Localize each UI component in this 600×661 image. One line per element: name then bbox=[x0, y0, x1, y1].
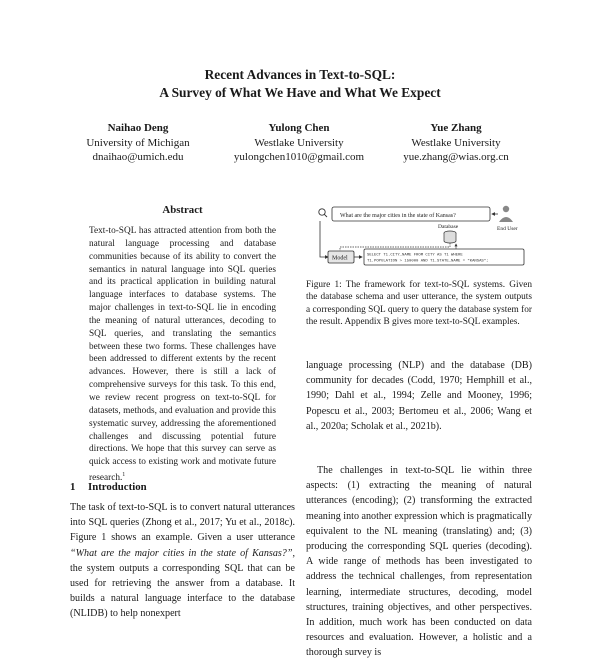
section-heading-introduction bbox=[70, 481, 147, 493]
user-icon bbox=[499, 206, 513, 222]
section-number: 1 bbox=[70, 481, 76, 493]
author-name: Yulong Chen bbox=[268, 122, 330, 134]
author-email: dnaihao@umich.edu bbox=[92, 151, 184, 163]
flow-line bbox=[320, 221, 328, 257]
author-email: yue.zhang@wias.org.cn bbox=[403, 151, 509, 163]
abstract-text: Text-to-SQL has attracted attention from both the natural language processing and database communities because of its ability to convert the semantics in natural language into SQL queries and its practical application in building natural language interfaces to database systems. The major challenges in text-to-SQL lie in encoding the meaning of natural utterances, decoding to SQL queries, and translating the semantics between these two forms. These challenges have been addressed to different extents by the recent advances. However, there is still a lack of comprehensive surveys for this task. To this end, we review recent progress on text-to-SQL for datasets, methods, and evaluation and provide this systematic survey, addressing the aforementioned challenges and discussing potential future directions. We hope that this survey can serve as quick access to existing work and motivate future research. bbox=[89, 226, 276, 484]
author-email: yulongchen1010@gmail.com bbox=[233, 151, 365, 163]
model-label: Model bbox=[332, 255, 348, 262]
author-affiliation: University of Michigan bbox=[86, 136, 190, 149]
title-line-1: Recent Advances in Text-to-SQL: bbox=[204, 67, 396, 82]
author-name: Yue Zhang bbox=[430, 122, 482, 134]
figure-1 bbox=[306, 200, 532, 272]
sql-line-2: T1.POPULATION > 150000 AND T1.STATE_NAME = "KANSAS"; bbox=[367, 259, 489, 264]
section-title: Introduction bbox=[88, 481, 147, 493]
author-3 bbox=[356, 121, 556, 165]
database-icon bbox=[444, 231, 456, 243]
abstract-body bbox=[89, 225, 276, 485]
example-question-quote: “What are the major cities in the state of Kansas?” bbox=[70, 547, 293, 559]
database-label: Database bbox=[438, 224, 459, 230]
abstract-heading: Abstract bbox=[162, 204, 203, 216]
intro-paragraph-right-1: language processing (NLP) and the database (DB) community for decades (Codd, 1970; Hemphill et al., 1990; Dahl et al., 1994; Zelle and Mooney, 1996; Popescu et al., 2003; Bertomeu et al., 2006; Wang et al., 2020a; Scholak et al., 2021b). bbox=[306, 360, 532, 432]
intro-text-a: The task of text-to-SQL is to convert natural utterances into SQL queries (Zhong et al., 2017; Yu et al., 2018c). Figure 1 shows an example. Given a user utterance bbox=[70, 502, 295, 544]
intro-paragraph-1 bbox=[70, 500, 295, 622]
intro-paragraph-right-2: The challenges in text-to-SQL lie within three aspects: (1) extracting the meaning of natural utterances (encoding); (2) transforming the extracted meaning into another expression which is pragmatically equivalent to the NL meaning (translating) and; (3) producing the corresponding SQL queries (decoding). A wide range of methods has been investigated to address the technical challenges, from representation learning, intermediate structures, decoding, model structures, training objectives, and other perspectives. In addition, much work has been conducted on data resources and evaluation. However, a holistic and a thorough survey is bbox=[306, 465, 532, 659]
author-affiliation: Westlake University bbox=[411, 136, 501, 149]
question-text: What are the major cities in the state of Kansas? bbox=[340, 213, 456, 219]
author-name: Naihao Deng bbox=[107, 122, 169, 134]
end-user-label: End User bbox=[497, 226, 518, 232]
author-affiliation: Westlake University bbox=[254, 136, 344, 149]
title-line-2: A Survey of What We Have and What We Expect bbox=[159, 85, 441, 100]
intro-text-b: , the system outputs a corresponding SQL that can be used for retrieving the answer from a database. It builds a natural language interface to the database (NLIDB) to help nonexpert bbox=[70, 547, 295, 620]
figure-caption: Figure 1: The framework for text-to-SQL systems. Given the database schema and user utterance, the system outputs a corresponding SQL query to query the database system for the result. Appendix B gives more text-to-SQL examples. bbox=[306, 280, 532, 328]
footnote-mark: 1 bbox=[122, 472, 126, 479]
paper-title bbox=[0, 66, 600, 102]
search-icon bbox=[319, 209, 327, 217]
sql-line-1: SELECT T1.CITY_NAME FROM CITY AS T1 WHERE bbox=[367, 253, 463, 258]
